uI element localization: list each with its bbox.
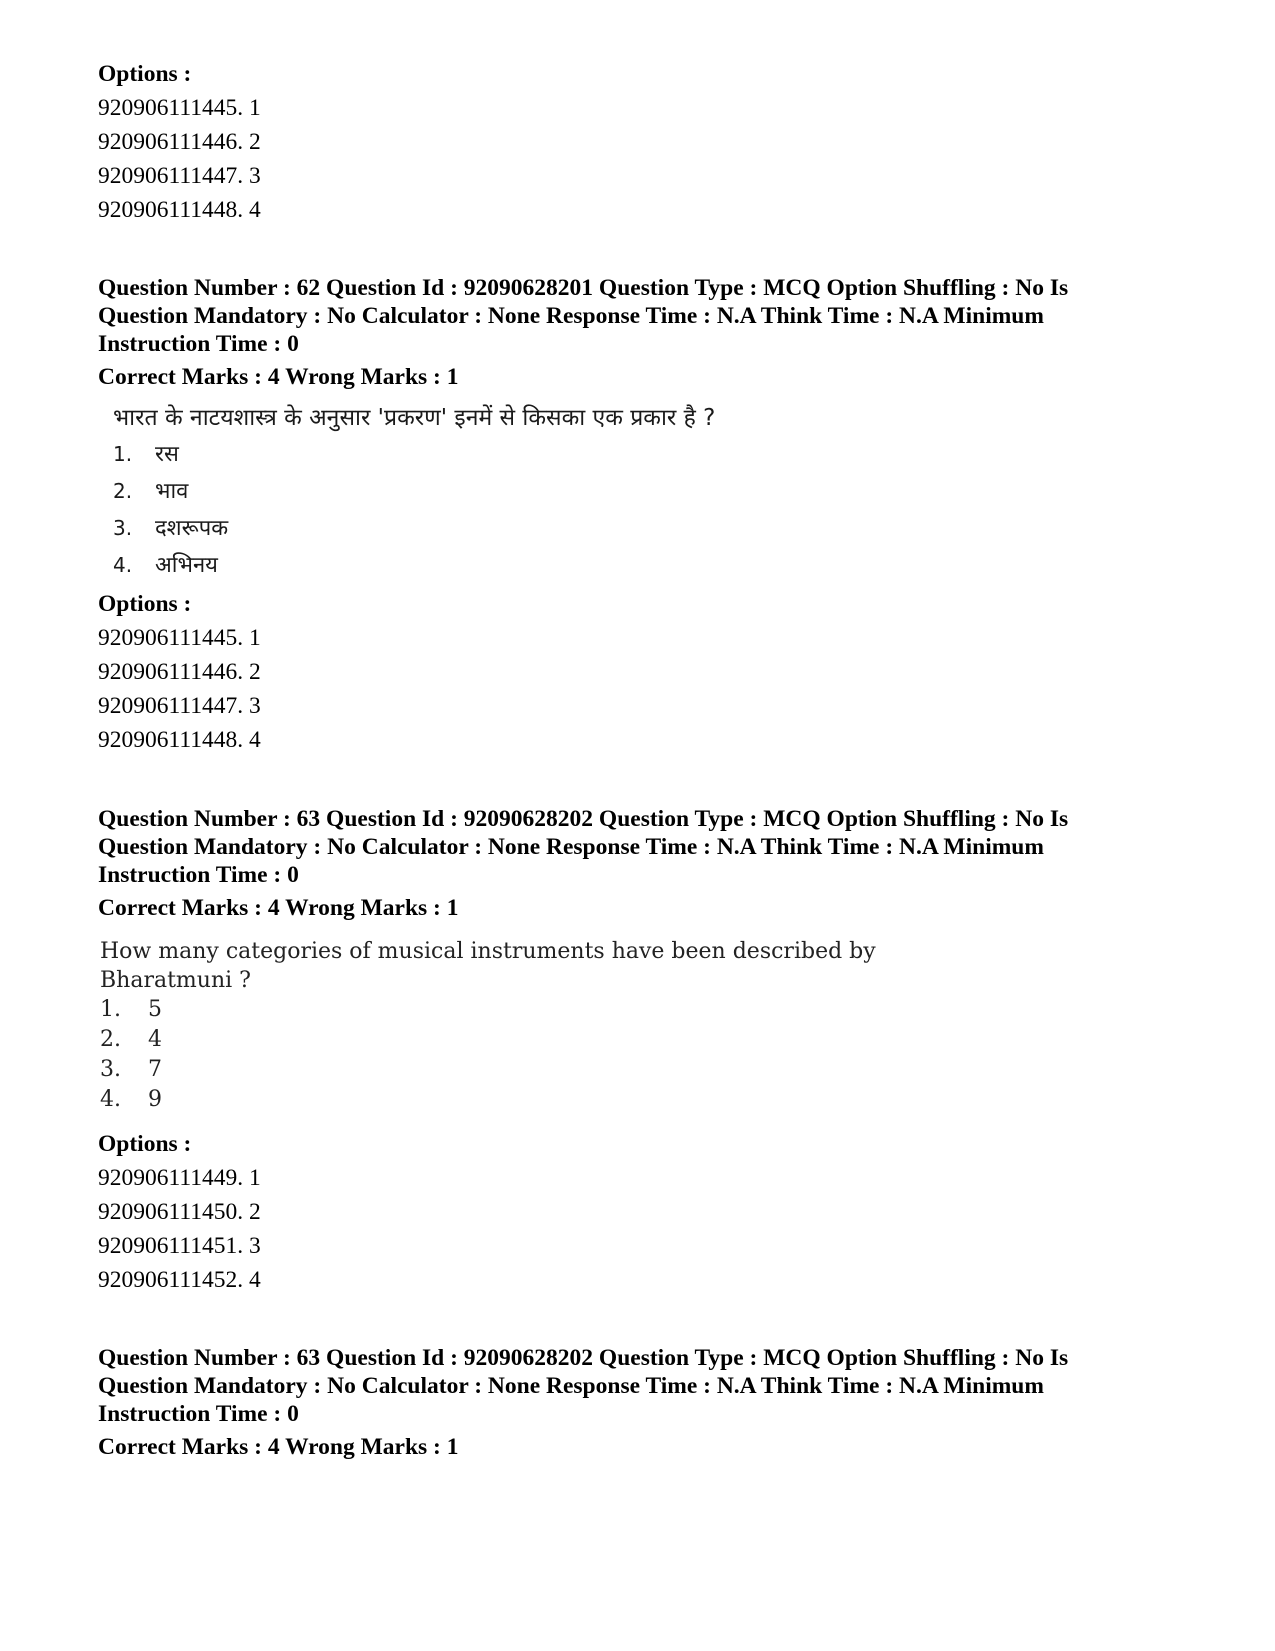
- question-63-options: [98, 1127, 261, 1297]
- option-line: 920906111447. 3: [98, 163, 261, 189]
- question-header-line: Question Mandatory : No Calculator : None Response Time : N.A Think Time : N.A Minimum: [98, 834, 1044, 860]
- options-label: Options :: [98, 61, 192, 87]
- question-header-line: Question Number : 62 Question Id : 92090628201 Question Type : MCQ Option Shuffling : No Is: [98, 275, 1069, 301]
- choice-number: 3.: [113, 516, 133, 540]
- option-line: 920906111452. 4: [98, 1267, 261, 1293]
- question-62-body: [113, 400, 715, 584]
- choice-number: 1.: [100, 997, 121, 1022]
- question-stem: भारत के नाटयशास्त्र के अनुसार 'प्रकरण' इनमें से किसका एक प्रकार है ?: [113, 405, 716, 431]
- question-marks: Correct Marks : 4 Wrong Marks : 1: [98, 364, 459, 390]
- question-header-line: Question Number : 63 Question Id : 92090628202 Question Type : MCQ Option Shuffling : No Is: [98, 806, 1069, 832]
- option-line: 920906111450. 2: [98, 1199, 261, 1225]
- question-63-header: [98, 805, 1068, 925]
- choice-item: [100, 995, 876, 1025]
- question-marks: Correct Marks : 4 Wrong Marks : 1: [98, 1434, 459, 1460]
- question-header-line: Instruction Time : 0: [98, 862, 299, 888]
- choice-item: [100, 1055, 876, 1085]
- question-stem-line: Bharatmuni ?: [100, 968, 251, 993]
- choice-text: अभिनय: [155, 553, 218, 578]
- question-stem-line: How many categories of musical instruments have been described by: [100, 939, 876, 964]
- choice-number: 4.: [113, 553, 133, 577]
- question-63-body: [100, 937, 876, 1115]
- option-line: 920906111446. 2: [98, 129, 261, 155]
- option-line: 920906111448. 4: [98, 727, 261, 753]
- choice-item: [100, 1025, 876, 1055]
- choice-number: 3.: [100, 1057, 121, 1082]
- question-header-line: Question Number : 63 Question Id : 92090628202 Question Type : MCQ Option Shuffling : No Is: [98, 1345, 1069, 1371]
- option-line: 920906111445. 1: [98, 95, 261, 121]
- question-header-line: Question Mandatory : No Calculator : None Response Time : N.A Think Time : N.A Minimum: [98, 303, 1044, 329]
- choice-number: 2.: [113, 479, 133, 503]
- question-62-header: [98, 274, 1068, 394]
- choice-text: 4: [148, 1027, 162, 1052]
- choice-text: 5: [148, 997, 162, 1022]
- option-line: 920906111448. 4: [98, 197, 261, 223]
- question-header-line: Question Mandatory : No Calculator : None Response Time : N.A Think Time : N.A Minimum: [98, 1373, 1044, 1399]
- choice-item: [100, 1085, 876, 1115]
- choice-text: दशरूपक: [155, 516, 229, 541]
- choice-text: 9: [148, 1087, 162, 1112]
- options-label: Options :: [98, 591, 192, 617]
- choice-number: 4.: [100, 1087, 121, 1112]
- choice-item: [113, 547, 715, 584]
- choice-text: रस: [155, 442, 179, 467]
- choice-text: भाव: [155, 479, 189, 504]
- option-line: 920906111451. 3: [98, 1233, 261, 1259]
- option-line: 920906111446. 2: [98, 659, 261, 685]
- question-63-repeat-header: [98, 1344, 1068, 1464]
- option-line: 920906111449. 1: [98, 1165, 261, 1191]
- choice-item: [113, 473, 715, 510]
- choice-item: [113, 510, 715, 547]
- options-block-previous: [98, 57, 261, 227]
- choice-text: 7: [148, 1057, 162, 1082]
- option-line: 920906111447. 3: [98, 693, 261, 719]
- choice-item: [113, 436, 715, 473]
- choice-number: 2.: [100, 1027, 121, 1052]
- question-marks: Correct Marks : 4 Wrong Marks : 1: [98, 895, 459, 921]
- option-line: 920906111445. 1: [98, 625, 261, 651]
- choice-number: 1.: [113, 442, 133, 466]
- question-header-line: Instruction Time : 0: [98, 331, 299, 357]
- options-label: Options :: [98, 1131, 192, 1157]
- question-62-options: [98, 587, 261, 757]
- question-header-line: Instruction Time : 0: [98, 1401, 299, 1427]
